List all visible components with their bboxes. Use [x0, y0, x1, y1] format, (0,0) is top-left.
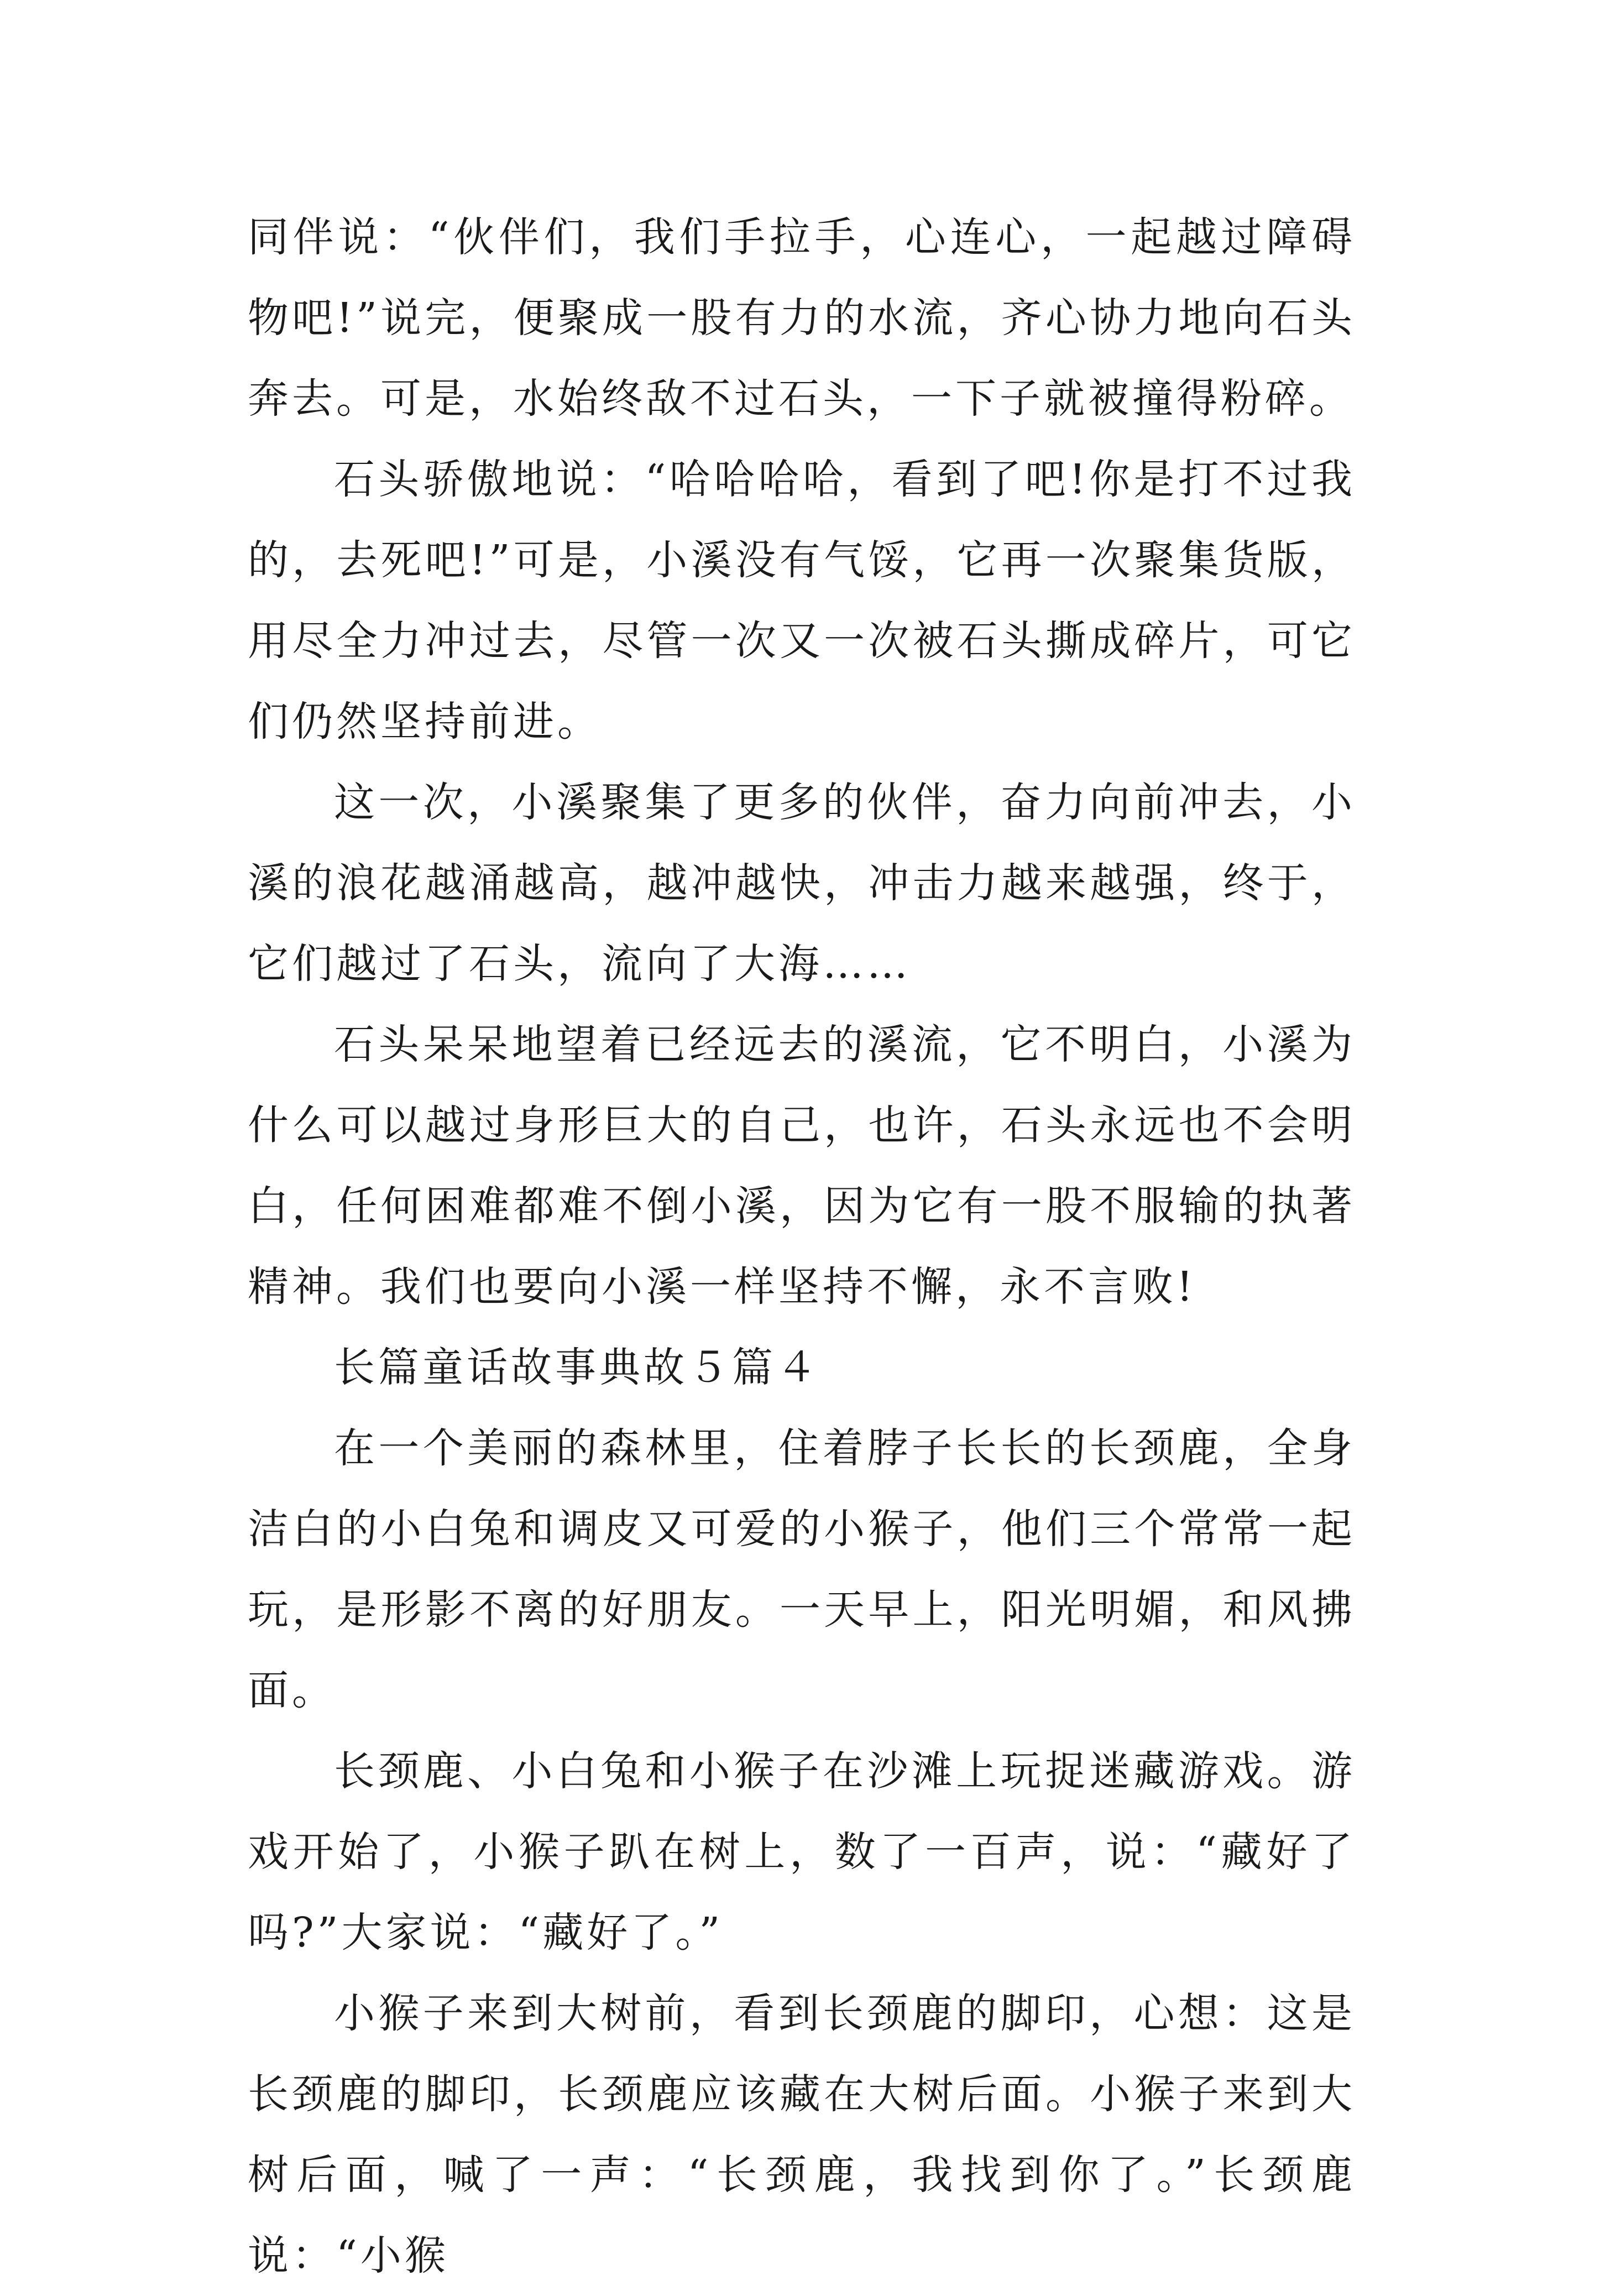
paragraph: 长颈鹿、小白兔和小猴子在沙滩上玩捉迷藏游戏。游戏开始了，小猴子趴在树上，数了一百声，说：“藏好了吗?”大家说：“藏好了。” — [248, 1747, 1356, 1956]
section-heading: 长篇童话故事典故５篇４ — [334, 1344, 820, 1391]
paragraph: 这一次，小溪聚集了更多的伙伴，奋力向前冲去，小溪的浪花越涌越高，越冲越快，冲击力越来越强，终于，它们越过了石头，流向了大海…… — [248, 779, 1356, 988]
paragraph: 同伴说：“伙伴们，我们手拉手，心连心，一起越过障碍物吧!”说完，便聚成一股有力的水流，齐心协力地向石头奔去。可是，水始终敌不过石头，一下子就被撞得粉碎。 — [248, 213, 1356, 422]
document-body — [248, 197, 1356, 2296]
paragraph: 石头呆呆地望着已经远去的溪流，它不明白，小溪为什么可以越过身形巨大的自己，也许，石头永远也不会明白，任何困难都难不倒小溪，因为它有一股不服输的执著精神。我们也要向小溪一样坚持不懈，永不言败! — [248, 1021, 1356, 1311]
paragraph: 石头骄傲地说：“哈哈哈哈，看到了吧!你是打不过我的，去死吧!”可是，小溪没有气馁，它再一次聚集货版，用尽全力冲过去，尽管一次又一次被石头撕成碎片，可它们仍然坚持前进。 — [248, 456, 1356, 745]
paragraph: 小猴子来到大树前，看到长颈鹿的脚印，心想：这是长颈鹿的脚印，长颈鹿应该藏在大树后面。小猴子来到大树后面，喊了一声：“长颈鹿，我找到你了。”长颈鹿说：“小猴 — [248, 1990, 1356, 2279]
paragraph: 在一个美丽的森林里，住着脖子长长的长颈鹿，全身洁白的小白兔和调皮又可爱的小猴子，他们三个常常一起玩，是形影不离的好朋友。一天早上，阳光明媚，和风拂面。 — [248, 1424, 1356, 1714]
